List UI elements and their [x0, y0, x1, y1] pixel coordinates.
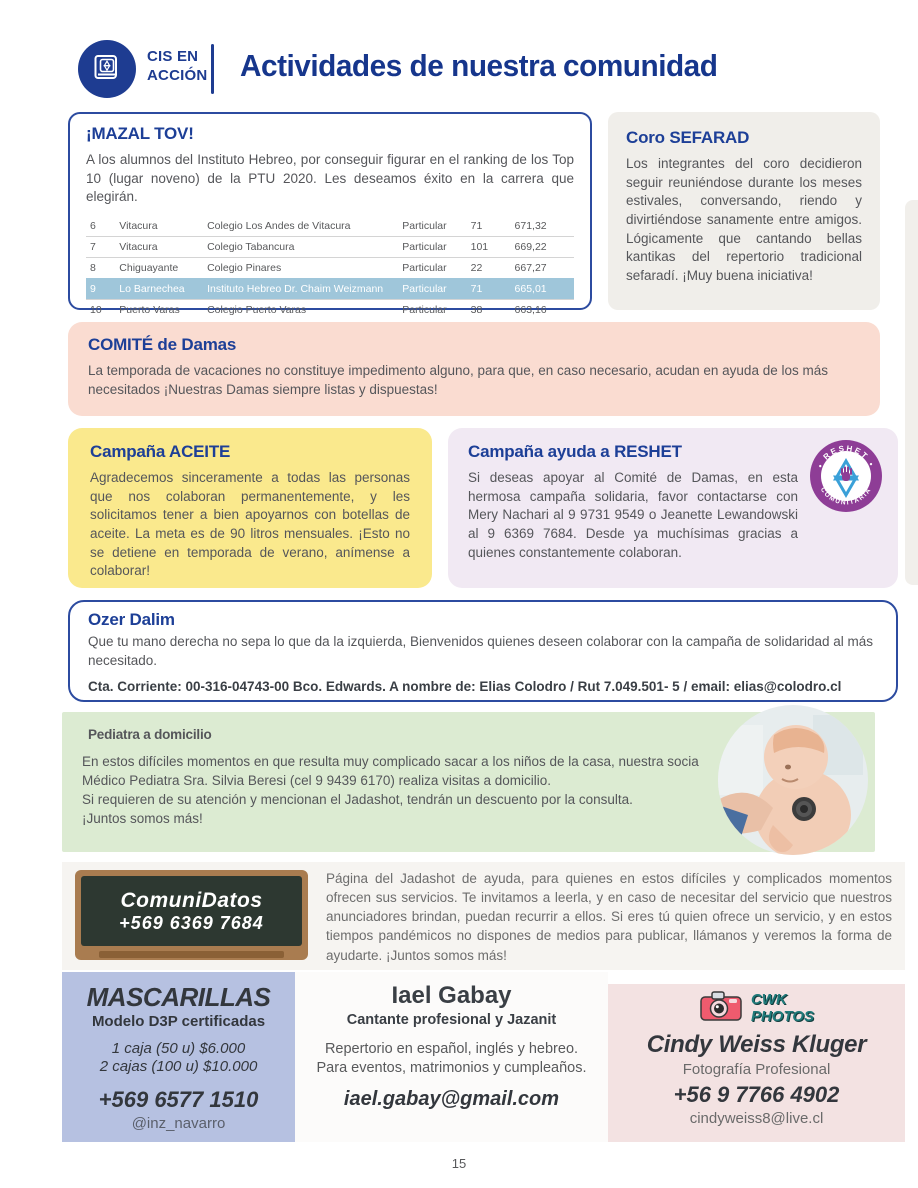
table-row: 7 Vitacura Colegio Tabancura Particular 101 669,22: [86, 236, 574, 257]
header-divider: [211, 44, 214, 94]
comunidatos-chalkboard: [75, 870, 308, 960]
coro-sefarad-card: [608, 112, 880, 310]
baby-checkup-photo: [718, 705, 868, 855]
table-row: 10 Puerto Varas Colegio Puerto Varas Particular 38 663,16: [86, 299, 574, 320]
ozer-dalim-card: [68, 600, 898, 702]
mascarillas-price-1: 1 caja (50 u) $6.000: [111, 1040, 246, 1057]
mazal-tov-title: ¡MAZAL TOV!: [86, 124, 194, 143]
reshet-badge-bottom-text: COMUNITARIA: [818, 486, 874, 507]
iael-email: iael.gabay@gmail.com: [343, 1087, 560, 1110]
cindy-phone: +56 9 7766 4902: [673, 1082, 840, 1107]
mascarillas-subtitle: Modelo D3P certificadas: [91, 1013, 266, 1030]
iael-name: Iael Gabay: [391, 982, 512, 1009]
campana-aceite-card: [68, 428, 432, 588]
iael-subtitle: Cantante profesional y Jazanit: [346, 1012, 557, 1028]
cis-logo: [78, 40, 136, 98]
comunidatos-section: [62, 862, 905, 970]
cindy-name: Cindy Weiss Kluger: [646, 1031, 867, 1058]
ozer-dalim-bank-info: Cta. Corriente: 00-316-04743-00 Bco. Edwards. A nombre de: Elias Colodro / Rut 7.049.501- 5 / email: elias@colodro.cl: [88, 679, 842, 695]
campana-aceite-title: Campaña ACEITE: [90, 442, 231, 461]
cwk-logo-line2: PHOTOS: [750, 1007, 815, 1025]
ozer-dalim-body: Que tu mano derecha no sepa lo que da la izquierda, Bienvenidos quienes deseen colaborar con la campaña de solidaridad al más necesitado.: [88, 634, 874, 668]
table-row: 6 Vitacura Colegio Los Andes de Vitacura Particular 71 671,32: [90, 219, 547, 232]
mazal-tov-body: A los alumnos del Instituto Hebreo, por conseguir figurar en el ranking de los Top 10 (lugar noveno) de la PTU 2020. Les deseamos éxito en la carrera que elegirán.: [86, 152, 574, 205]
coro-sefarad-title: Coro SEFARAD: [626, 128, 750, 147]
page-title: Actividades de nuestra comunidad: [240, 48, 718, 83]
table-row: 8 Chiguayante Colegio Pinares Particular 22 667,27: [86, 257, 574, 278]
cindy-subtitle: Fotografía Profesional: [682, 1061, 831, 1078]
reshet-logo-icon: [808, 438, 884, 514]
reshet-badge-top-text: • RESHET •: [815, 443, 877, 470]
ad-iael-gabay: [295, 972, 608, 1142]
campana-aceite-body: Agradecemos sinceramente a todas las personas que nos colaboran permanentemente, y les solicitamos tener a bien apoyarnos con botellas de aceite. La meta es de 90 litros mensuales. ¡Esto no se detiene en temporada de verano, anímense a colaborar!: [90, 470, 410, 579]
mascarillas-title: MASCARILLAS: [86, 982, 271, 1012]
comite-damas-body: La temporada de vacaciones no constituye impedimento alguno, para que, en caso necesario, acudan en ayuda de los más necesitados ¡Nuestras Damas siempre listas y dispuestas!: [88, 363, 828, 397]
mascarillas-price-2: 2 cajas (100 u) $10.000: [99, 1058, 258, 1075]
comunidatos-board-phone: +569 6369 7684: [119, 912, 264, 933]
pediatra-body-line2: Si requieren de su atención y mencionan el Jadashot, tendrán un descuento por la consulta.: [82, 791, 633, 807]
campana-reshet-card: [448, 428, 898, 588]
mascarillas-instagram-handle: @inz_navarro: [131, 1115, 226, 1132]
comunidatos-board-title: ComuniDatos: [120, 888, 263, 912]
pediatra-body-line3: ¡Juntos somos más!: [82, 810, 203, 826]
cwk-photos-logo: [608, 990, 905, 1027]
cwk-logo-line1: CWK: [750, 991, 787, 1008]
mascarillas-phone: +569 6577 1510: [98, 1087, 259, 1112]
page-edge-decoration: [905, 200, 918, 585]
table-row-highlighted-instituto-hebreo: 9 Lo Barnechea Instituto Hebreo Dr. Chaim Weizmann Particular 71 665,01: [86, 278, 574, 299]
campana-reshet-title: Campaña ayuda a RESHET: [468, 442, 682, 461]
comite-damas-title: COMITÉ de Damas: [88, 335, 237, 354]
comunidatos-body: Página del Jadashot de ayuda, para quienes en estos difíciles y complicados momentos ofrecen sus servicios. Te invitamos a leerla, y en caso de necesitar del servicio que nuestros anunciadores brindan, puedan recurrir a ellos. Si eres tú quien ofrece un servicio, y en estos tiempos pandémicos no dispones de medios para publicar, llámanos y veremos la forma de ayudarte. ¡Juntos somos más!: [326, 871, 892, 963]
comite-damas-card: [68, 322, 880, 416]
iael-description: Repertorio en español, inglés y hebreo. Para eventos, matrimonios y cumpleaños.: [316, 1041, 587, 1076]
cindy-email: cindyweiss8@live.cl: [689, 1110, 824, 1127]
ozer-dalim-title: Ozer Dalim: [88, 610, 175, 629]
book-star-icon: [89, 49, 125, 90]
ad-cindy-weiss: [608, 984, 905, 1142]
ranking-table: [86, 216, 574, 320]
pediatra-title: Pediatra a domicilio: [88, 727, 212, 742]
cis-en-accion-label: CIS EN ACCIÓN: [147, 48, 208, 84]
page-number: 15: [451, 1156, 467, 1171]
campana-reshet-body: Si deseas apoyar al Comité de Damas, en esta hermosa campaña solidaria, favor contactarse con Mery Nachari al 9 9731 9549 o Jeanette Lewandowski al 9 6369 7684. Desde ya muchísimas gracias a quienes constantemente colaboran.: [468, 470, 798, 560]
camera-icon: [699, 990, 743, 1027]
ad-mascarillas: [62, 972, 295, 1142]
mazal-tov-card: [68, 112, 592, 316]
coro-sefarad-body: Los integrantes del coro decidieron seguir reuniéndose durante los meses estivales, conversando, riendo y divirtiéndose sanamente entre amigos. Lógicamente que cantando bellas kantikas del repertorio tradicional sefaradí. ¡Muy buena iniciativa!: [626, 156, 862, 283]
pediatra-body-line1: En estos difíciles momentos en que resulta muy complicado sacar a los niños de la casa, nuestra socia Médico Pediatra Sra. Silvia Beresi (cel 9 9439 6170) realiza visitas a domicilio.: [82, 753, 699, 788]
chalkboard-tray: [99, 951, 284, 958]
